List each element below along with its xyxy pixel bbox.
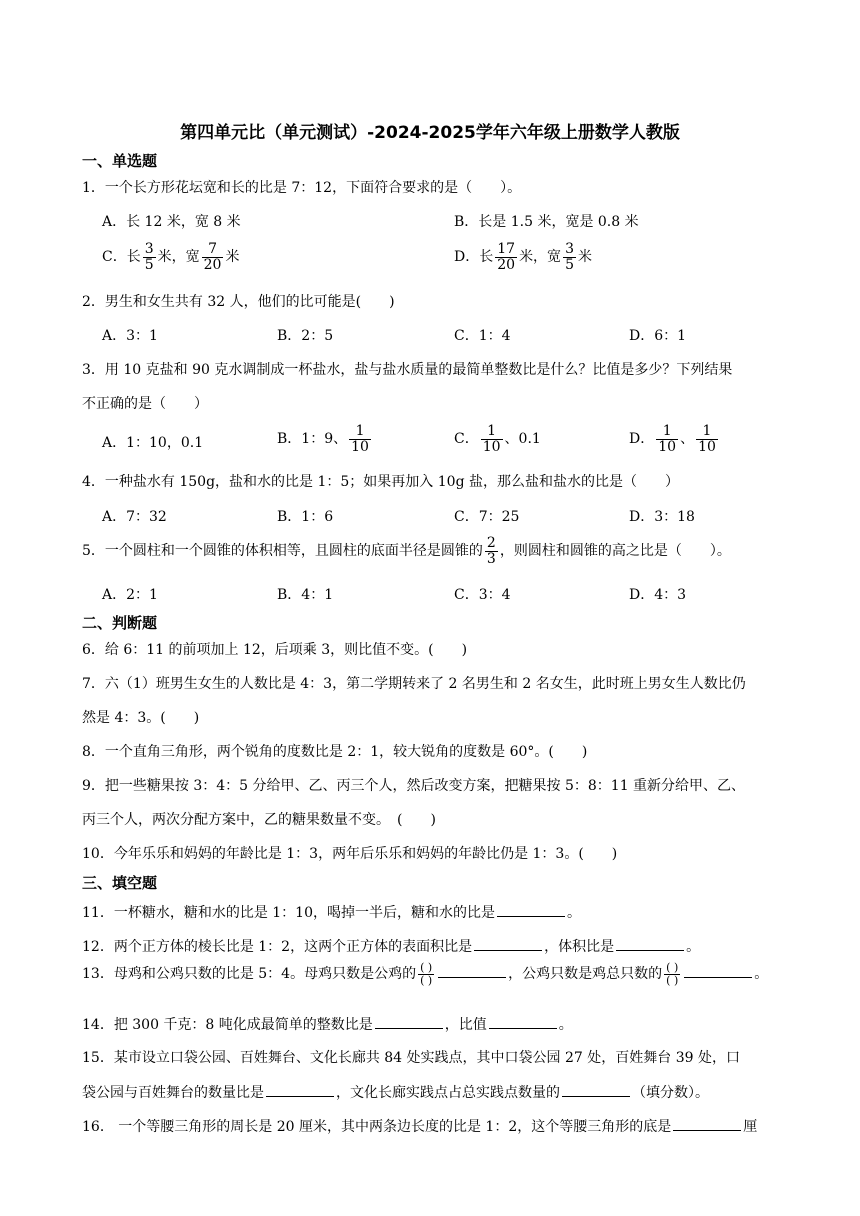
answer-blank[interactable] (497, 902, 565, 917)
fraction-denominator: 20 (203, 256, 222, 273)
fraction-denominator: 10 (482, 438, 501, 455)
question-3-option-a: A．1：10，0.1 (102, 435, 204, 451)
question-9-line-2: 丙三个人，两次分配方案中，乙的糖果数量不变。 ( ) (82, 812, 436, 828)
option-text: C．长 (102, 249, 141, 266)
question-8: 8．一个直角三角形，两个锐角的度数比是 2：1，较大锐角的度数是 60°。( ) (82, 744, 588, 760)
question-11 (82, 902, 581, 923)
question-12 (82, 936, 700, 957)
question-1-option-a: A．长 12 米，宽 8 米 (102, 214, 241, 230)
option-text: 米 (577, 249, 592, 266)
fraction (481, 424, 503, 454)
question-1-stem: 1．一个长方形花坛宽和长的比是 7：12，下面符合要求的是（ ）。 (82, 180, 522, 196)
answer-blank[interactable] (266, 1082, 334, 1097)
question-3-stem-line-2: 不正确的是（ ） (82, 396, 208, 412)
option-text: 米 (225, 249, 240, 266)
question-3-stem-line-1: 3．用 10 克盐和 90 克水调制成一杯盐水，盐与盐水质量的最简单整数比是什么？比值是多少？下列结果 (82, 362, 733, 378)
fraction (485, 536, 498, 566)
fraction-denominator: 20 (497, 256, 516, 273)
stem-text: ，公鸡只数是鸡总只数的 (508, 966, 663, 983)
fraction (143, 242, 156, 272)
question-9-line-1: 9．把一些糖果按 3：4：5 分给甲、乙、丙三个人，然后改变方案，把糖果按 5：8：11 重新分给甲、乙、 (82, 778, 746, 794)
option-text: D．长 (454, 249, 494, 266)
section-heading-true-false: 二、判断题 (82, 614, 158, 632)
answer-blank[interactable] (684, 963, 752, 978)
fraction-numerator: 17 (497, 241, 516, 257)
question-4-option-d: D．3：18 (629, 509, 695, 525)
fraction (656, 424, 678, 454)
stem-text: （填分数）。 (632, 1085, 709, 1101)
fraction-denominator-blank[interactable]: ( ) (420, 973, 433, 987)
question-7-line-1: 7．六（1）班男生女生的人数比是 4：3，第二学期转来了 2 名男生和 2 名女生，此时班上男女生人数比仍 (82, 676, 746, 692)
question-2-option-b: B．2：5 (277, 328, 334, 344)
question-5-option-d: D．4：3 (629, 587, 687, 603)
question-4-option-c: C．7：25 (454, 509, 520, 525)
fraction-denominator: 3 (486, 550, 496, 567)
question-1-option-b: B．长是 1.5 米，宽是 0.8 米 (454, 214, 639, 230)
stem-text: 。 (754, 966, 769, 983)
stem-text: ，比值 (444, 1017, 487, 1033)
option-text: C． (454, 431, 479, 448)
stem-text: ，体积比是 (544, 939, 615, 955)
fraction-numerator: 1 (481, 424, 503, 440)
question-10: 10．今年乐乐和妈妈的年龄比是 1：3，两年后乐乐和妈妈的年龄比仍是 1：3。( ) (82, 846, 618, 862)
answer-blank[interactable] (616, 936, 684, 951)
answer-blank[interactable] (438, 963, 506, 978)
answer-blank[interactable] (562, 1082, 630, 1097)
fraction-numerator: 1 (349, 424, 371, 440)
fraction (349, 424, 371, 454)
fraction-numerator: 3 (144, 241, 154, 257)
question-16 (82, 1116, 757, 1137)
question-5-stem (82, 536, 731, 566)
stem-text: 厘 (743, 1119, 758, 1135)
fraction-numerator-blank[interactable]: ( ) (666, 961, 679, 974)
section-heading-fill-in: 三、填空题 (82, 874, 158, 892)
page-title: 第四单元比（单元测试）-2024-2025学年六年级上册数学人教版 (180, 123, 680, 143)
option-text: D． (629, 431, 655, 448)
option-text: 米，宽 (157, 249, 200, 266)
question-2-stem: 2．男生和女生共有 32 人，他们的比可能是( ) (82, 294, 395, 310)
question-4-stem: 4．一种盐水有 150g，盐和水的比是 1：5；如果再加入 10g 盐，那么盐和盐水的比是（ ） (82, 474, 679, 490)
stem-text: 袋公园与百姓舞台的数量比是 (82, 1085, 264, 1101)
fraction-numerator: 7 (202, 242, 224, 258)
question-2-option-c: C．1：4 (454, 328, 511, 344)
fraction-blank[interactable] (664, 962, 680, 986)
fraction (202, 242, 224, 272)
fraction-numerator: 1 (656, 424, 678, 440)
fraction-denominator: 10 (351, 438, 369, 455)
question-1-option-d (454, 242, 592, 272)
stem-text: 14．把 300 千克：8 吨化成最简单的整数比是 (82, 1017, 373, 1033)
question-4-option-b: B．1：6 (277, 509, 334, 525)
question-3-option-b (277, 424, 373, 454)
fraction-denominator: 5 (565, 256, 574, 273)
answer-blank[interactable] (474, 936, 542, 951)
question-15-line-1: 15．某市设立口袋公园、百姓舞台、文化长廊共 84 处实践点，其中口袋公园 27 处，百姓舞台 39 处，口 (82, 1050, 740, 1066)
question-5-option-a: A．2：1 (102, 587, 158, 603)
question-6: 6．给 6：11 的前项加上 12，后项乘 3，则比值不变。( ) (82, 642, 468, 658)
stem-text: 11．一杯糖水，糖和水的比是 1：10，喝掉一半后，糖和水的比是 (82, 905, 495, 921)
answer-blank[interactable] (375, 1014, 443, 1029)
stem-text: 12．两个正方体的棱长比是 1：2，这两个正方体的表面积比是 (82, 939, 473, 955)
stem-text: ，则圆柱和圆锥的高之比是（ ）。 (499, 543, 731, 560)
question-4-option-a: A．7：32 (102, 509, 167, 525)
question-15-line-2 (82, 1082, 709, 1103)
fraction (495, 242, 517, 272)
stem-text: ，文化长廊实践点占总实践点数量的 (336, 1085, 560, 1101)
question-7-line-2: 然是 4：3。( ) (82, 710, 200, 726)
answer-blank[interactable] (489, 1014, 557, 1029)
fraction-numerator: 2 (486, 535, 496, 551)
question-1-option-c (102, 242, 239, 272)
question-2-option-d: D．6：1 (629, 328, 687, 344)
option-text: 、 (680, 431, 695, 448)
fraction-denominator-blank[interactable]: ( ) (666, 973, 679, 987)
option-text: B．1：9、 (277, 431, 348, 448)
section-heading-single-choice: 一、单选题 (82, 152, 158, 170)
stem-text: 13．母鸡和公鸡只数的比是 5：4。母鸡只数是公鸡的 (82, 966, 417, 983)
stem-text: 。 (567, 905, 581, 921)
option-text: 、0.1 (504, 431, 541, 448)
fraction-blank[interactable] (418, 962, 434, 986)
fraction-numerator: 1 (696, 424, 718, 440)
fraction-denominator: 10 (658, 438, 677, 455)
fraction-numerator: 3 (565, 241, 574, 257)
question-5-option-b: B．4：1 (277, 587, 334, 603)
question-14 (82, 1014, 573, 1035)
fraction-numerator-blank[interactable]: ( ) (420, 961, 433, 974)
question-13 (82, 962, 768, 986)
stem-text: 16． 一个等腰三角形的周长是 20 厘米，其中两条边长度的比是 1：2，这个等腰三角形的底是 (82, 1119, 672, 1135)
question-5-option-c: C．3：4 (454, 587, 511, 603)
fraction (563, 242, 576, 272)
fraction-denominator: 5 (144, 256, 154, 273)
stem-text: 。 (558, 1017, 573, 1033)
stem-text: 5．一个圆柱和一个圆锥的体积相等，且圆柱的底面半径是圆锥的 (82, 543, 483, 560)
question-3-option-c (454, 424, 541, 454)
option-text: 米，宽 (519, 249, 562, 266)
question-3-option-d (629, 424, 720, 454)
question-2-option-a: A．3：1 (102, 328, 158, 344)
fraction (696, 424, 718, 454)
stem-text: 。 (686, 939, 701, 955)
answer-blank[interactable] (673, 1116, 741, 1131)
fraction-denominator: 10 (698, 438, 716, 455)
